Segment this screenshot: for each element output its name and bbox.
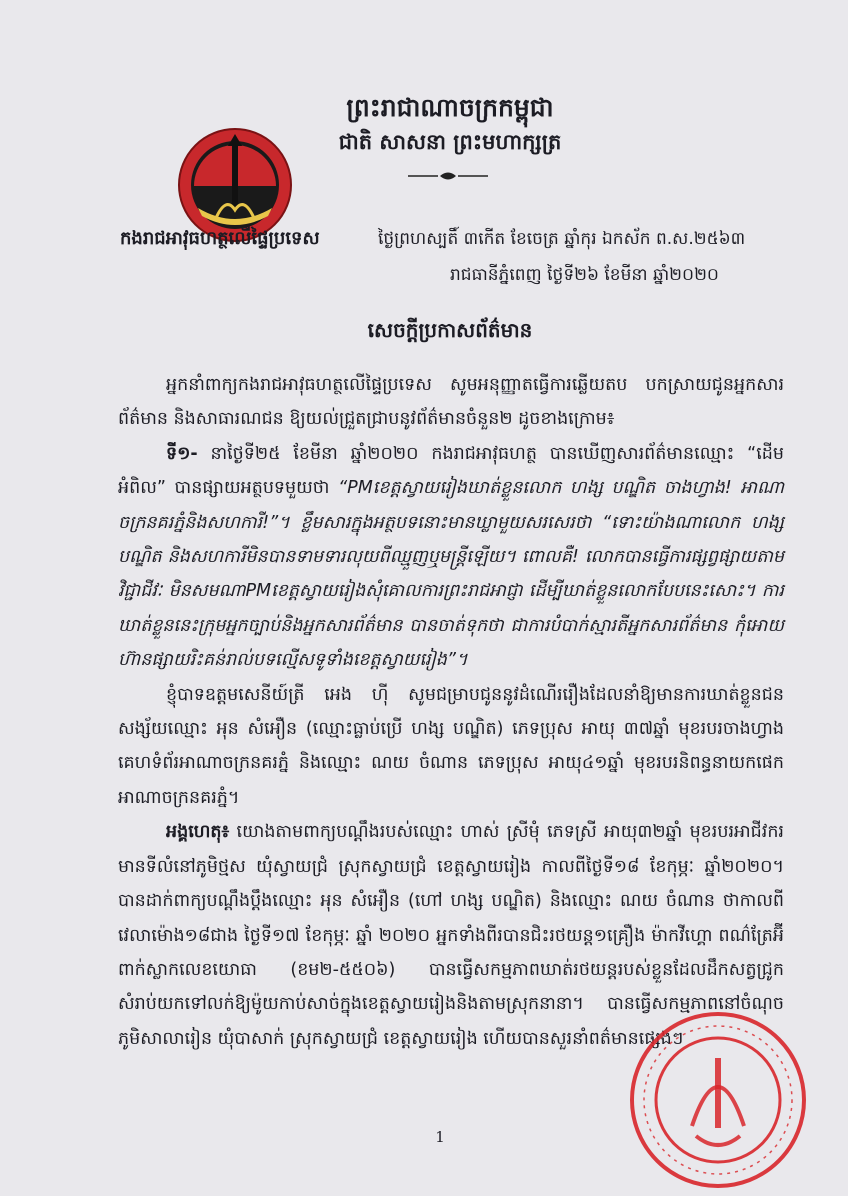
page-number: 1: [435, 1128, 445, 1146]
document-title: សេចក្តីប្រកាសព័ត៌មាន: [367, 318, 533, 342]
lunar-date: ថ្ងៃព្រហស្បតិ៍ ៣កើត ខែចេត្រ ឆ្នាំកុរ ឯកស័ក ព.ស.២៥៦៣: [378, 229, 746, 249]
organization-name: កងរាជអាវុធហត្ថលើផ្ទៃប្រទេស: [120, 228, 320, 249]
national-motto: ជាតិ សាសនា ព្រះមហាក្សត្រ: [338, 129, 562, 154]
kingdom-heading: ព្រះរាជាណាចក្រកម្ពុជា: [346, 93, 554, 122]
statement-paragraph: ខ្ញុំបាទឧត្តមសេនីយ៍ត្រី អេង ហ៊ី សូមជម្រាបជូននូវដំណើររឿងដែលនាំឱ្យមានការឃាត់ខ្លួនជនសង្ស័យឈ្មោះ អុន សំអឿន (ឈ្មោះធ្លាប់ប្រើ ហង្ស បណ្ឌិត) ភេទប្រុស អាយុ ៣៧ឆ្នាំ មុខរបរចាងហ្វាងគេហទំព័រអាណាចក្រនគរភ្នំ និងឈ្មោះ ណយ ចំណាន ភេទប្រុស អាយុ៤១ឆ្នាំ មុខរបរនិពន្ធនាយកផេកអាណាចក្រនគរភ្នំ។: [118, 684, 784, 808]
solar-date: រាជធានីភ្នំពេញ ថ្ងៃទី២៦ ខែមីនា ឆ្នាំ២០២០: [450, 265, 719, 285]
facts-text: យោងតាមពាក្យបណ្តឹងរបស់ឈ្មោះ ហាស់ ស្រីមុំ ភេទស្រី អាយុ៣២ឆ្នាំ មុខរបរអាជីវករ មានទីលំនៅភូមិថ្មស យុំស្វាយជ្រំ ស្រុកស្វាយជ្រំ ខេត្តស្វាយរៀង កាលពីថ្ងៃទី១៨ ខែកុម្ភៈ ឆ្នាំ២០២០។ បានដាក់ពាក្យបណ្តឹងប្តឹងឈ្មោះ អុន សំអឿន (ហៅ ហង្ស បណ្ឌិត) និងឈ្មោះ ណយ ចំណាន ថាកាលពីវេលាម៉ោង១៨ជាង ថ្ងៃទី១៧ ខែកុម្ភៈ ឆ្នាំ ២០២០ អ្នកទាំងពីរបានជិះរថយន្ត១គ្រឿង ម៉ាកវីហ្គោ ពណ៌ត្រែអ៊ី ពាក់ស្លាកលេខយោធា (ខម២-៥៥០៦) បានធ្វើសកម្មភាពឃាត់រថយន្តរបស់ខ្លួនដែលដឹកសត្វជ្រូកសំរាប់យកទៅលក់ឱ្យម៉ូយកាប់សាច់ក្នុងខេត្តស្វាយរៀងនិងតាមស្រុកនានា។ បានធ្វើសកម្មភាពនៅចំណុចភូមិសាលារៀន យុំបាសាក់ ស្រុកស្វាយជ្រំ ខេត្តស្វាយរៀង ហើយបានសួរនាំពត៌មានផ្សេងៗ: [118, 822, 784, 1049]
official-seal-icon: [626, 1008, 810, 1192]
document-body: [118, 368, 784, 1056]
point-one-paragraph: [118, 437, 784, 678]
point-one-quote: “PMខេត្តស្វាយរៀងឃាត់ខ្លួនលោក ហង្ស បណ្ឌិត ចាងហ្វាង! អាណាចក្រនគរភ្នំនិងសហការី!”។ ខ្លឹមសារក្នុងអត្ថបទនោះមានឃ្លាមួយសរសេរថា “ទោះយ៉ាងណាលោក ហង្ស បណ្ឌិត និងសហការីមិនបានទាមទារលុយពីឈ្មួញឬមន្ត្រីឡើយ។ ពោលគឺ! លោកបានធ្វើការផ្សព្វផ្សាយតាមវិជ្ជាជីវៈ មិនសមណាPMខេត្តស្វាយរៀងសុំគោលការព្រះរាជអាជ្ញា ដើម្បីឃាត់ខ្លួនលោកបែបនេះសោះ។ ការឃាត់ខ្លួននេះក្រុមអ្នកច្បាប់និងអ្នកសារព័ត៌មាន បានចាត់ទុកថា ជាការបំបាក់ស្មារតីអ្នកសារព័ត៌មាន កុំអោយហ៊ានផ្សាយរិះគន់រាល់បទល្មើសទូទាំងខេត្តស្វាយរៀង”។: [118, 478, 784, 671]
point-one-text: នាថ្ងៃទី២៥ ខែមីនា ឆ្នាំ២០២០ កងរាជអាវុធហត្ថ បានឃើញសារព័ត៌មានឈ្មោះ “ដើមអំពិល” បានផ្សាយអត្ថបទមួយថា: [118, 443, 784, 499]
facts-label: អង្គហេតុ៖: [166, 822, 230, 843]
ornament-divider-icon: [406, 170, 490, 182]
point-one-label: ទី១-: [166, 443, 198, 464]
intro-paragraph: អ្នកនាំពាក្យកងរាជអាវុធហត្ថលើផ្ទៃប្រទេស សូមអនុញ្ញាតធ្វើការឆ្លើយតប បកស្រាយជូនអ្នកសារព័ត៌មាន និងសាធារណជន ឱ្យយល់ជ្រួតជ្រាបនូវព័ត៌មានចំនួន២ ដូចខាងក្រោម៖: [118, 375, 784, 430]
